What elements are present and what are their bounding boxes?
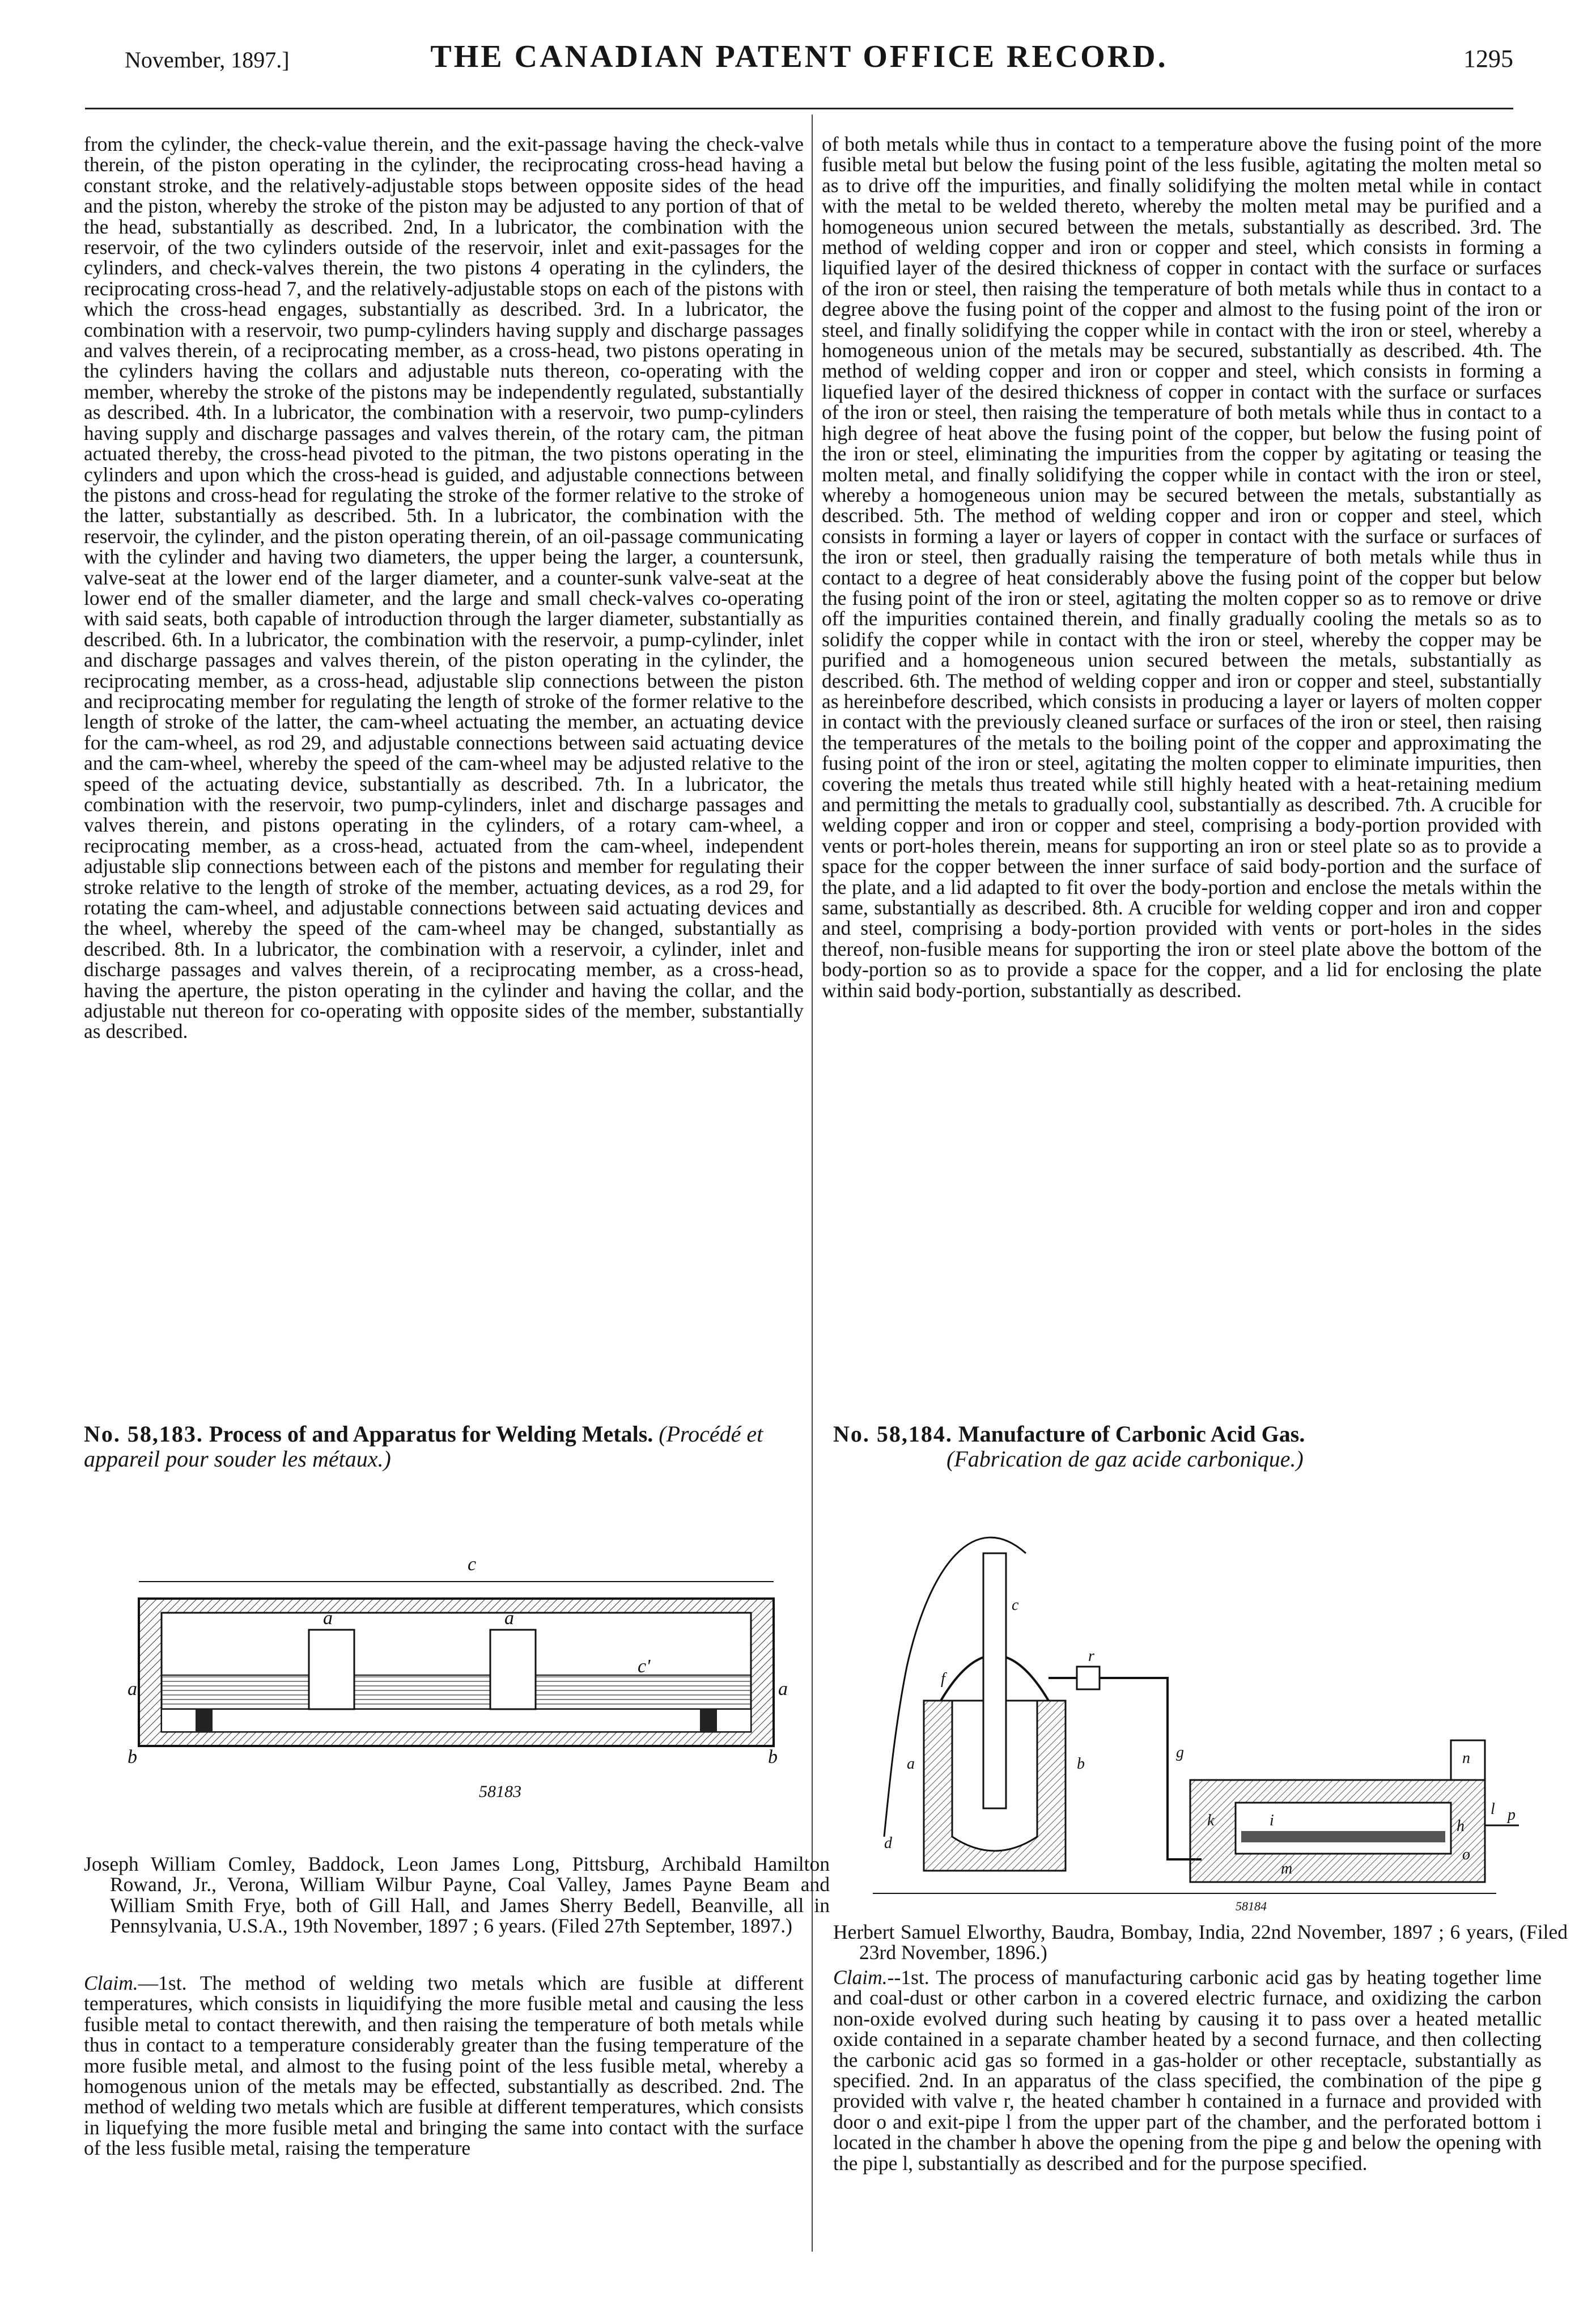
- fig1-label-b2: b: [768, 1747, 778, 1768]
- fig2-label-o: o: [1462, 1846, 1470, 1863]
- fig2-label-k: k: [1207, 1812, 1215, 1829]
- fig1-label-a2: a: [504, 1608, 514, 1629]
- journal-title: THE CANADIAN PATENT OFFICE RECORD.: [430, 39, 1168, 74]
- page-number: 1295: [1463, 45, 1513, 73]
- fig2-label-f: f: [941, 1670, 945, 1688]
- fig2-label-i: i: [1270, 1812, 1274, 1829]
- fig2-label-h: h: [1457, 1817, 1465, 1835]
- fig2-label-g: g: [1176, 1744, 1184, 1761]
- patent-58184-claims: [833, 1967, 1542, 2173]
- fig2-label-c: c: [1012, 1596, 1019, 1614]
- fig1-label-c-prime: c': [638, 1656, 651, 1677]
- patent-58184-claim-text: --1st. The process of manufacturing carbonic acid gas by heating together lime and coal-dust or other carbon in a covered electric furnace, and oxidizing the carbon non-oxide evolved during such heating by causing it to pass over a heated metallic oxide contained in a separate chamber heated by a second furnace, and then collecting the carbonic acid gas so formed in a gas-holder or other receptacle, substantially as specified. 2nd. In an apparatus of the class specified, the combination of the pipe g provided with valve r, the heated chamber h contained in a furnace and provided with door o and exit-pipe l from the upper part of the chamber, and the perforated bottom i located in the chamber h above the opening from the pipe g and below the opening with the pipe l, substantially as described and for the purpose specified.: [833, 1966, 1542, 2175]
- fig1-label-a3: a: [128, 1679, 137, 1700]
- patent-58183-figure: [128, 1548, 796, 1837]
- right-column-text: of both metals while thus in contact to a temperature above the fusing point of the more fusible metal but below the fusing point of the less fusible, agitating the molten metal so as to drive off the impurities, and finally solidifying the molten metal while in contact with the metal to be welded thereto, whereby the molten metal may be purified and a homogeneous union secured between the metals, substantially as described. 3rd. The method of welding copper and iron or copper and steel, which consists in forming a liquified layer of the desired thickness of copper in contact with the surface or surfaces of the iron or steel, then raising the temperature of both metals while thus in contact to a degree above the fusing point of the copper and almost to the fusing point of the iron or steel, and finally solidifying the copper while in contact with the iron or steel, whereby a homogeneous union of the metals may be secured, substantially as described. 4th. The method of welding copper and iron or copper and steel, which consists in forming a liquefied layer of the desired thickness of copper in contact with the surface or surfaces of the iron or steel, then raising the temperature of both metals while thus in contact to a high degree of heat above the fusing point of the copper, but below the fusing point of the iron or steel, eliminating the impurities from the copper by agitating or teasing the molten metal, and finally solidifying the copper while in contact with the iron or steel, whereby a homogeneous union may be secured between the metals, substantially as described. 5th. The method of welding copper and iron or copper and steel, which consists in forming a layer or layers of copper in contact with the surface or surfaces of the iron or steel, then gradually raising the temperature of both metals while thus in contact to a degree of heat considerably above the fusing point of the copper but below the fusing point of the iron or steel, agitating the molten copper so as to remove or drive off the impurities contained therein, and finally gradually cooling the metals so as to solidify the copper while in contact with the iron or steel, whereby the copper may be purified and a homogeneous union secured between the metals, substantially as described. 6th. The method of welding copper and iron or copper and steel, substantially as hereinbefore described, which consists in producing a layer or layers of molten copper in contact with the previously cleaned surface or surfaces of the iron or steel, then raising the temperatures of the metals to the boiling point of the copper and approximating the fusing point of the iron or steel, agitating the molten copper to eliminate impurities, then covering the metals thus treated while still highly heated with a heat-retaining medium and permitting the metals to gradually cool, substantially as described. 7th. A crucible for welding copper and iron or copper and steel, comprising a body-portion provided with vents or port-holes therein, means for supporting an iron or steel plate so as to provide a space for the copper between the inner surface of said body-portion and the surface of the plate, and a lid adapted to fit over the body-portion and enclose the metals within the same, substantially as described. 8th. A crucible for welding copper and iron and copper and steel, comprising a body-portion provided with vents or port-holes in the sides thereof, non-fusible means for supporting the iron or steel plate above the bottom of the body-portion so as to provide a space for the copper, and a lid for enclosing the plate within said body-portion, substantially as described.: [822, 133, 1542, 1002]
- fig1-label-b1: b: [128, 1747, 137, 1768]
- patent-58183-claim-label: Claim.: [84, 1972, 138, 1994]
- fig2-label-r: r: [1088, 1647, 1094, 1665]
- patent-58184-heading: [833, 1422, 1542, 1472]
- patent-58183-title: Process of and Apparatus for Welding Metals.: [209, 1421, 653, 1447]
- header-date: November, 1897.]: [125, 47, 290, 73]
- fig2-label-n: n: [1462, 1749, 1470, 1767]
- fig2-label-d: d: [884, 1834, 892, 1852]
- patent-58184-title: Manufacture of Carbonic Acid Gas.: [958, 1421, 1305, 1447]
- fig2-label-a: a: [907, 1755, 915, 1773]
- right-column: [822, 134, 1542, 1001]
- patent-58183-claims: [84, 1973, 804, 2159]
- patent-58183-french-title: (Procédé et appareil pour souder les métaux.): [84, 1421, 763, 1472]
- patent-58183-claim-text: —1st. The method of welding two metals which are fusible at different temperatures, which consists in liquidifying the more fusible metal and causing the less fusible metal to contact therewith, and then raising the temperature of both metals while thus in contact to a temperature considerably greater than the fusing temperature of the more fusible metal, and almost to the fusing point of the less fusible metal, whereby a homogenous union of the metals may be effected, substantially as described. 2nd. The method of welding two metals which are fusible at different temperatures, which consists in liquefying the more fusible metal and bringing the same into contact with the surface of the less fusible metal, raising the temperature: [84, 1972, 804, 2160]
- fig1-label-a4: a: [778, 1679, 788, 1700]
- left-column-text: from the cylinder, the check-value therein, and the exit-passage having the check-valve therein, of the piston operating in the cylinder, the reciprocating cross-head having a constant stroke, and the relatively-adjustable stops between opposite sides of the head and the piston, whereby the stroke of the piston may be adjusted to any portion of that of the head, substantially as described. 2nd, In a lubricator, the combination with the reservoir, of the two cylinders outside of the reservoir, inlet and exit-passages for the cylinders, and check-valves therein, the two pistons 4 operating in the cylinders, the reciprocating cross-head 7, and the relatively-adjustable stops on each of the pistons with which the cross-head engages, substantially as described. 3rd. In a lubricator, the combination with a reservoir, two pump-cylinders having supply and discharge passages and valves therein, of a reciprocating member, as a cross-head, two pistons operating in the cylinders having the collars and adjustable nuts thereon, co-operating with the member, whereby the stroke of the pistons may be independently regulated, substantially as described. 4th. In a lubricator, the combination with a reservoir, two pump-cylinders having supply and discharge passages and valves therein, of the rotary cam, the pitman actuated thereby, the cross-head pivoted to the pitman, the two pistons operating in the cylinders and upon which the cross-head is guided, and adjustable connections between the pistons and cross-head for regulating the stroke of the former relative to the stroke of the latter, substantially as described. 5th. In a lubricator, the combination with the reservoir, the cylinder, and the piston operating therein, of an oil-passage communicating with the cylinder and having two diameters, the upper being the larger, a countersunk, valve-seat at the lower end of the larger diameter, and a counter-sunk valve-seat at the lower end of the smaller diameter, and the large and small check-valves co-operating with said seats, both capable of introduction through the larger diameter, substantially as described. 6th. In a lubricator, the combination with the reservoir, a pump-cylinder, inlet and discharge passages and valves therein, of the piston operating in the cylinder, the reciprocating member, as a cross-head, adjustable slip connections between the piston and reciprocating member for regulating the length of stroke of the former relative to the length of stroke of the latter, the cam-wheel actuating the member, an actuating device for the cam-wheel, as rod 29, and adjustable connections between said actuating device and the cam-wheel, whereby the speed of the cam-wheel may be adjusted relative to the speed of the actuating device, substantially as described. 7th. In a lubricator, the combination with the reservoir, two pump-cylinders, inlet and discharge passages and valves therein, and pistons operating in the cylinders, of a rotary cam-wheel, a reciprocating member, as a cross-head, actuated from the cam-wheel, independent adjustable slip connections between each of the pistons and member for regulating their stroke relative to the length of stroke of the member, actuating devices, as a rod 29, for rotating the cam-wheel, and adjustable connections between said actuating devices and the wheel, whereby the speed of the cam-wheel may be changed, substantially as described. 8th. In a lubricator, the combination with a reservoir, a cylinder, inlet and discharge passages and valves therein, of a reciprocating member, as a cross-head, having the aperture, the piston operating in the cylinder and having the collar, and the adjustable nut thereon for co-operating with opposite sides of the member, substantially as described.: [84, 133, 804, 1043]
- patent-58184-french-title: (Fabrication de gaz acide carbonique.): [946, 1446, 1304, 1472]
- patent-58184-claim-label: Claim.: [833, 1966, 888, 1989]
- patent-58184-figure: [873, 1497, 1530, 1913]
- fig2-label-p: p: [1508, 1806, 1516, 1824]
- header-rule: [85, 108, 1513, 109]
- fig2-number: 58184: [1236, 1899, 1267, 1913]
- fig2-label-l: l: [1491, 1800, 1495, 1818]
- fig2-label-m: m: [1281, 1860, 1293, 1878]
- patent-58183-inventors: Joseph William Comley, Baddock, Leon James Long, Pittsburg, Archibald Hamilton Rowand, Jr., Verona, William Wilbur Payne, Coal Valley, James Payne Beam and William Smith Frye, both of Gill Hall, and James Sherry Bedell, Beanville, all in Pennsylvania, U.S.A., 19th November, 1897 ; 6 years. (Filed 27th September, 1897.): [84, 1853, 830, 1938]
- patent-58183-number: No. 58,183.: [84, 1421, 203, 1447]
- patent-58184-number: No. 58,184.: [833, 1421, 953, 1447]
- fig2-label-b: b: [1077, 1755, 1085, 1773]
- page-header: [85, 39, 1513, 84]
- fig1-number: 58183: [479, 1782, 521, 1801]
- fig1-label-c: c: [468, 1554, 477, 1575]
- patent-58184-inventors: Herbert Samuel Elworthy, Baudra, Bombay, India, 22nd November, 1897 ; 6 years, (Filed 23rd November, 1896.): [833, 1921, 1568, 1964]
- patent-58183-heading: [84, 1422, 804, 1472]
- fig1-label-a1: a: [323, 1608, 333, 1629]
- left-column: [84, 134, 804, 1042]
